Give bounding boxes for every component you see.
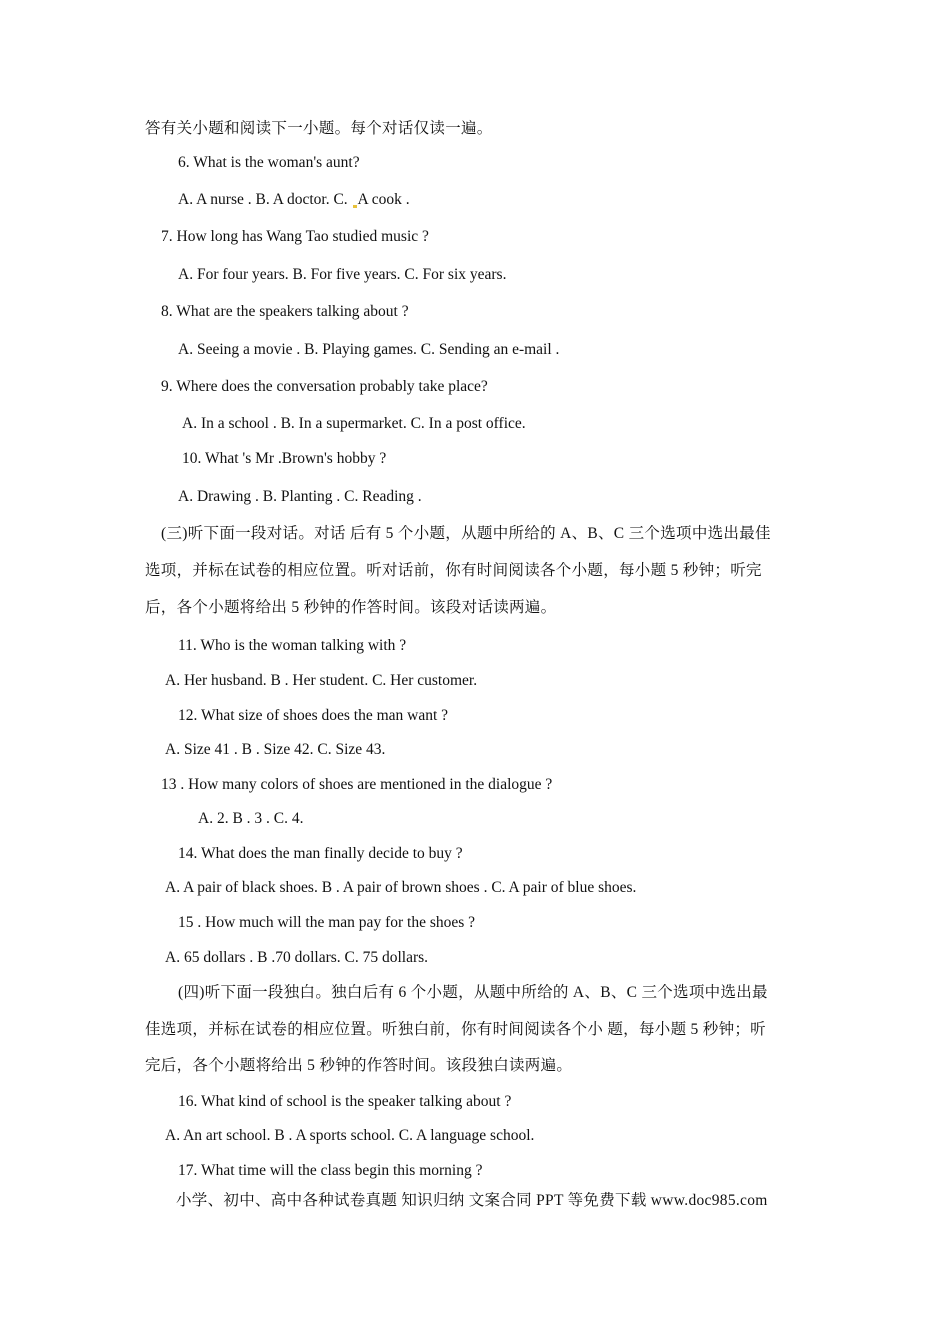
- section-3-instructions: (三)听下面一段对话。对话 后有 5 个小题，从题中所给的 A、B、C 三个选项中选出最佳: [161, 525, 771, 542]
- options-15: A. 65 dollars . B .70 dollars. C. 75 dollars.: [165, 949, 429, 966]
- question-13: 13 . How many colors of shoes are mentioned in the dialogue ?: [161, 776, 553, 793]
- question-7: 7. How long has Wang Tao studied music ?: [161, 228, 429, 245]
- question-14: 14. What does the man finally decide to buy ?: [178, 845, 463, 862]
- options-10: A. Drawing . B. Planting . C. Reading .: [178, 488, 422, 505]
- section-4-instructions: 佳选项，并标在试卷的相应位置。听独白前，你有时间阅读各个小 题，每小题 5 秒钟；听: [145, 1021, 766, 1038]
- question-8: 8. What are the speakers talking about ?: [161, 303, 409, 320]
- options-11: A. Her husband. B . Her student. C. Her customer.: [165, 672, 478, 689]
- question-12: 12. What size of shoes does the man want ?: [178, 707, 449, 724]
- highlight-mark: [353, 205, 357, 208]
- options-8: A. Seeing a movie . B. Playing games. C. Sending an e-mail .: [178, 341, 560, 358]
- options-6-part: A cook .: [357, 191, 410, 208]
- question-15: 15 . How much will the man pay for the shoes ?: [178, 914, 476, 931]
- page-footer: 小学、初中、高中各种试卷真题 知识归纳 文案合同 PPT 等免费下载 www.doc985.com: [176, 1192, 768, 1209]
- options-7: A. For four years. B. For five years. C. For six years.: [178, 266, 507, 283]
- question-11: 11. Who is the woman talking with ?: [178, 637, 407, 654]
- section-4-instructions: (四)听下面一段独白。独白后有 6 个小题，从题中所给的 A、B、C 三个选项中选出最: [178, 984, 768, 1001]
- options-16: A. An art school. B . A sports school. C. A language school.: [165, 1127, 535, 1144]
- options-9: A. In a school . B. In a supermarket. C. In a post office.: [182, 415, 526, 432]
- question-6: 6. What is the woman's aunt?: [178, 154, 360, 171]
- question-9: 9. Where does the conversation probably take place?: [161, 378, 488, 395]
- section-4-instructions: 完后，各个小题将给出 5 秒钟的作答时间。该段独白读两遍。: [145, 1057, 573, 1074]
- question-17: 17. What time will the class begin this morning ?: [178, 1162, 483, 1179]
- options-12: A. Size 41 . B . Size 42. C. Size 43.: [165, 741, 386, 758]
- section-3-instructions: 选项，并标在试卷的相应位置。听对话前，你有时间阅读各个小题，每小题 5 秒钟；听完: [145, 562, 762, 579]
- section-3-instructions: 后，各个小题将给出 5 秒钟的作答时间。该段对话读两遍。: [145, 599, 557, 616]
- options-13: A. 2. B . 3 . C. 4.: [198, 810, 304, 827]
- options-14: A. A pair of black shoes. B . A pair of brown shoes . C. A pair of blue shoes.: [165, 879, 637, 896]
- text-line: 答有关小题和阅读下一小题。每个对话仅读一遍。: [145, 120, 493, 137]
- options-6: [178, 190, 410, 210]
- question-10: 10. What 's Mr .Brown's hobby ?: [182, 450, 387, 467]
- question-16: 16. What kind of school is the speaker talking about ?: [178, 1093, 512, 1110]
- options-6-part: A. A nurse . B. A doctor. C.: [178, 191, 352, 208]
